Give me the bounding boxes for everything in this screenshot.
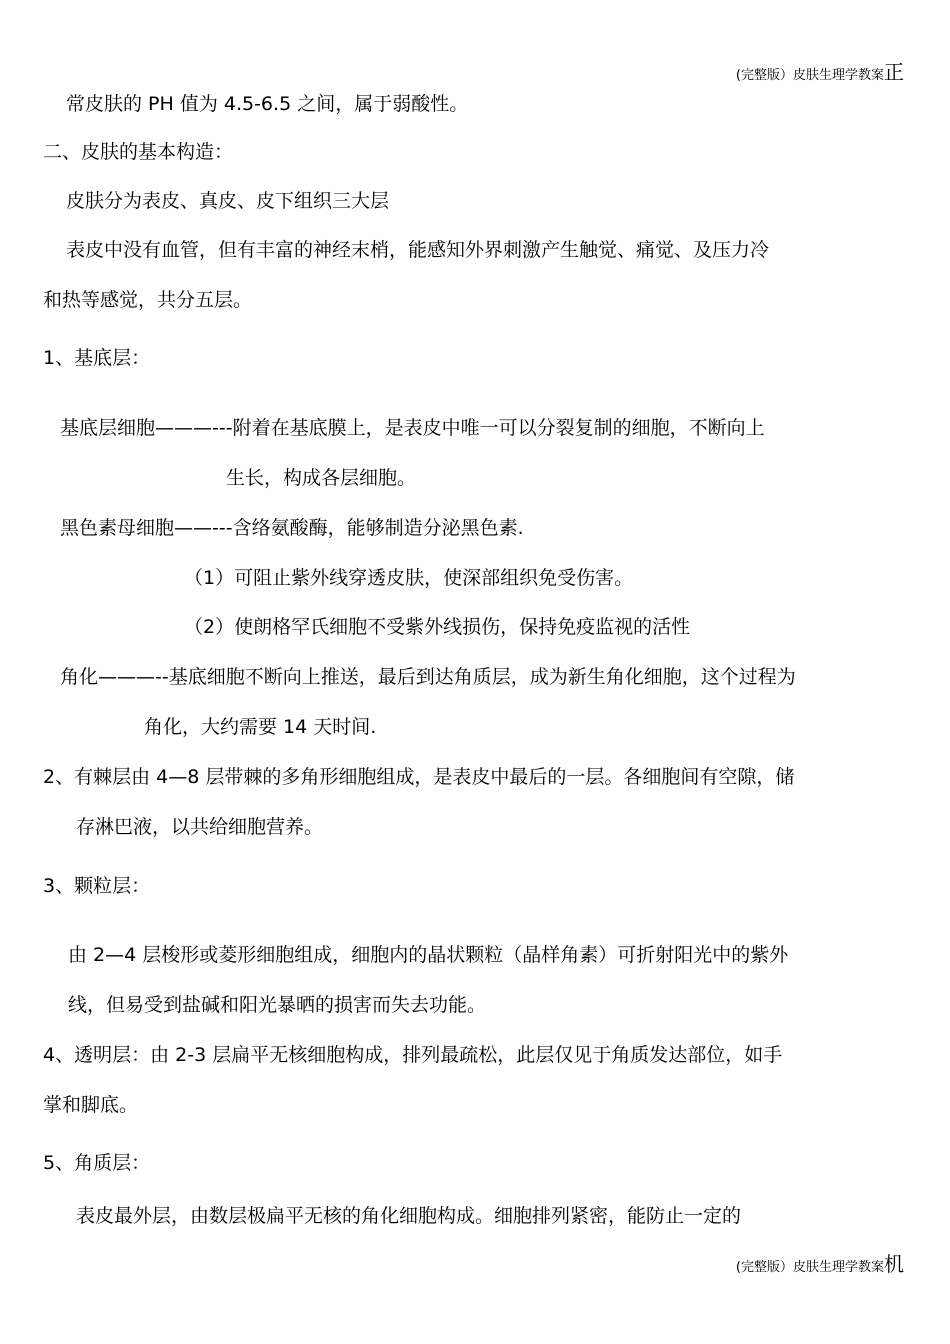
header-suffix: 正 [884,60,904,84]
paragraph-line-granular-cont: 线，但易受到盐碱和阳光暴晒的损害而失去功能。 [68,994,487,1016]
paragraph-line-melanocyte: 黑色素母细胞——---含络氨酸酶，能够制造分泌黑色素. [60,517,524,539]
footer-header-suffix: 机 [884,1252,904,1276]
paragraph-line-layers: 皮肤分为表皮、真皮、皮下组织三大层 [66,190,390,212]
paragraph-line-basal-cells-cont: 生长，构成各层细胞。 [226,467,417,489]
paragraph-line-spinous: 2、有棘层由 4—8 层带棘的多角形细胞组成，是表皮中最后的一层。各细胞间有空隙，储 [43,766,795,788]
paragraph-line-granular: 由 2—4 层梭形或菱形细胞组成，细胞内的晶状颗粒（晶样角素）可折射阳光中的紫外 [68,944,789,966]
paragraph-line-clear-layer-cont: 掌和脚底。 [43,1094,139,1116]
subheading-granular-layer: 3、颗粒层： [43,875,151,897]
list-item-melanin-2: （2）使朗格罕氏细胞不受紫外线损伤，保持免疫监视的活性 [184,616,691,638]
paragraph-line-horny-layer: 表皮最外层，由数层极扁平无核的角化细胞构成。细胞排列紧密，能防止一定的 [76,1205,742,1227]
header-title: (完整版）皮肤生理学教案 [735,68,884,83]
page-footer-header [736,1254,904,1278]
footer-header-title: (完整版）皮肤生理学教案 [735,1260,884,1275]
paragraph-line-clear-layer: 4、透明层：由 2-3 层扁平无核细胞构成，排列最疏松，此层仅见于角质发达部位，如手 [43,1044,783,1066]
paragraph-line-keratinization-cont: 角化，大约需要 14 天时间. [144,716,377,738]
paragraph-line-epidermis-cont: 和热等感觉，共分五层。 [43,289,253,311]
paragraph-line-epidermis: 表皮中没有血管，但有丰富的神经末梢，能感知外界刺激产生触觉、痛觉、及压力冷 [66,239,770,261]
subheading-basal-layer: 1、基底层： [43,347,151,369]
subheading-horny-layer: 5、角质层： [43,1152,151,1174]
section-heading-structure: 二、皮肤的基本构造： [43,141,234,163]
paragraph-line-basal-cells: 基底层细胞———---附着在基底膜上，是表皮中唯一可以分裂复制的细胞，不断向上 [60,417,765,439]
paragraph-line-spinous-cont: 存淋巴液，以共给细胞营养。 [76,816,324,838]
list-item-melanin-1: （1）可阻止紫外线穿透皮肤，使深部组织免受伤害。 [184,567,634,589]
page-header [736,62,904,86]
paragraph-line-keratinization: 角化———--基底细胞不断向上推送，最后到达角质层，成为新生角化细胞，这个过程为 [60,666,796,688]
paragraph-line-ph: 常皮肤的 PH 值为 4.5-6.5 之间，属于弱酸性。 [66,93,469,115]
